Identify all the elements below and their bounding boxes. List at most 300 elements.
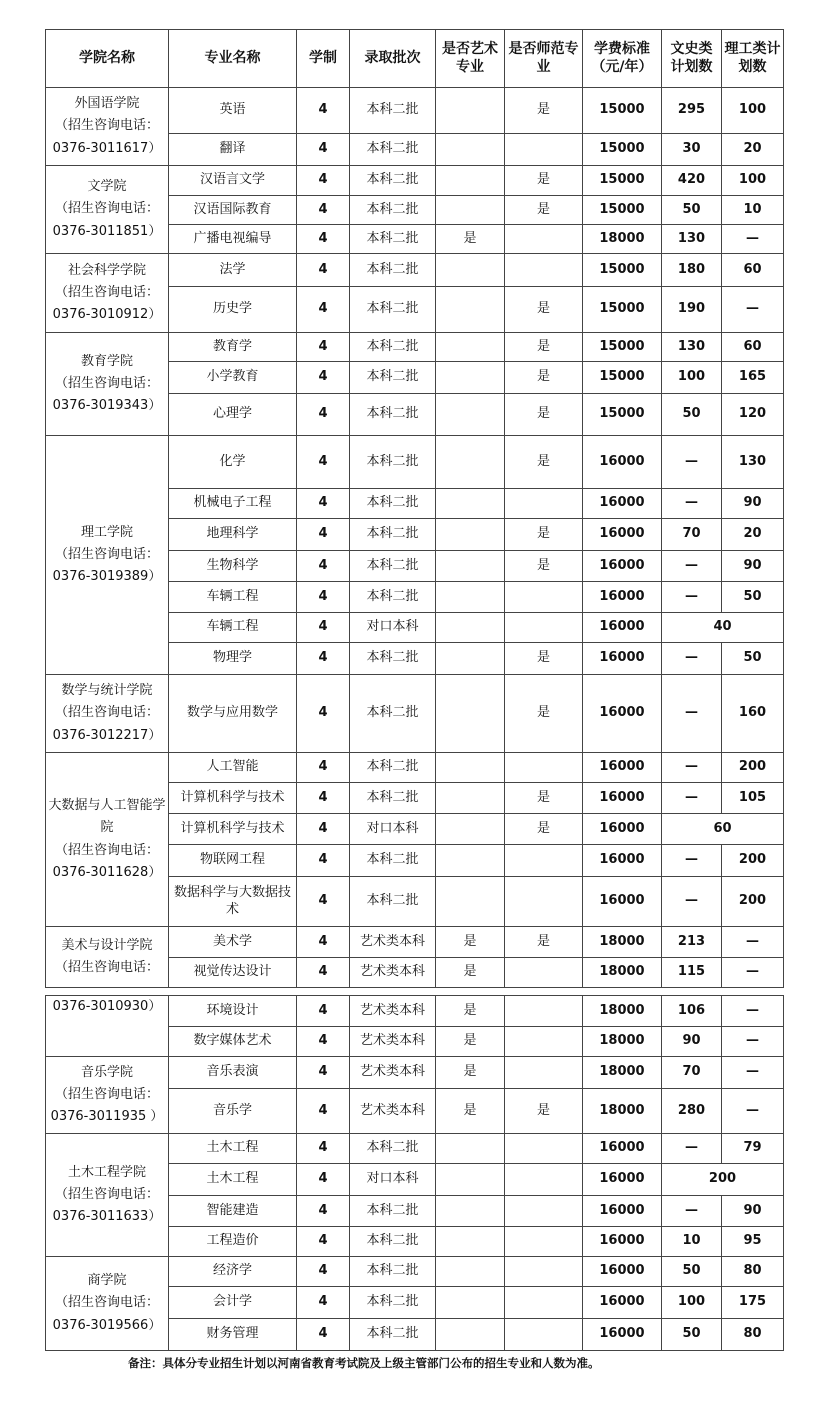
batch-cell: 本科二批 [350, 436, 436, 489]
header-sci-plan: 理工类计划数 [722, 30, 784, 88]
major-cell: 生物科学 [169, 551, 297, 582]
batch-cell: 本科二批 [350, 196, 436, 225]
years-cell: 4 [297, 333, 350, 362]
batch-cell: 对口本科 [350, 814, 436, 845]
normal-flag-cell: 是 [505, 88, 583, 134]
batch-cell: 本科二批 [350, 643, 436, 675]
major-cell: 心理学 [169, 394, 297, 436]
art-flag-cell [436, 1287, 505, 1319]
art-flag-cell [436, 551, 505, 582]
normal-flag-cell: 是 [505, 287, 583, 333]
sci-plan-cell: — [722, 958, 784, 988]
major-cell: 计算机科学与技术 [169, 814, 297, 845]
art-flag-cell: 是 [436, 927, 505, 958]
fee-cell: 15000 [583, 394, 662, 436]
college-cell [46, 996, 169, 1057]
sci-plan-cell: 200 [722, 877, 784, 927]
art-flag-cell [436, 613, 505, 643]
normal-flag-cell: 是 [505, 362, 583, 394]
years-cell: 4 [297, 88, 350, 134]
batch-cell: 本科二批 [350, 134, 436, 166]
fee-cell: 15000 [583, 287, 662, 333]
college-phone: 0376-3010930） [52, 999, 162, 1014]
college-phone: 0376-3011628） [52, 864, 162, 880]
years-cell: 4 [297, 753, 350, 783]
batch-cell: 本科二批 [350, 753, 436, 783]
fee-cell: 18000 [583, 927, 662, 958]
batch-cell: 本科二批 [350, 88, 436, 134]
sci-plan-cell: 200 [722, 845, 784, 877]
art-flag-cell [436, 783, 505, 814]
fee-cell: 15000 [583, 333, 662, 362]
sci-plan-cell: 80 [722, 1319, 784, 1351]
arts-plan-cell: 213 [662, 927, 722, 958]
major-cell: 音乐学 [169, 1089, 297, 1134]
college-consult-label: （招生咨询电话： [54, 201, 159, 217]
sci-plan-cell: 20 [722, 134, 784, 166]
fee-cell: 16000 [583, 1257, 662, 1287]
fee-cell: 18000 [583, 1027, 662, 1057]
arts-plan-cell: — [662, 489, 722, 519]
college-name: 文学院 [87, 179, 127, 195]
batch-cell: 本科二批 [350, 489, 436, 519]
sci-plan-cell: 95 [722, 1227, 784, 1257]
major-cell: 汉语国际教育 [169, 196, 297, 225]
college-phone: 0376-3019343） [52, 398, 162, 414]
arts-plan-cell: 190 [662, 287, 722, 333]
fee-cell: 15000 [583, 196, 662, 225]
art-flag-cell: 是 [436, 958, 505, 988]
years-cell: 4 [297, 254, 350, 287]
header-fee: 学费标准（元/年） [583, 30, 662, 88]
batch-cell: 本科二批 [350, 1287, 436, 1319]
art-flag-cell [436, 1227, 505, 1257]
college-consult-label: （招生咨询电话： [54, 284, 159, 300]
table-row [46, 753, 784, 783]
art-flag-cell: 是 [436, 1027, 505, 1057]
normal-flag-cell: 是 [505, 436, 583, 489]
normal-flag-cell: 是 [505, 394, 583, 436]
table-row [46, 1134, 784, 1164]
normal-flag-cell [505, 1227, 583, 1257]
normal-flag-cell [505, 753, 583, 783]
major-cell: 数学与应用数学 [169, 675, 297, 753]
fee-cell: 16000 [583, 783, 662, 814]
sci-plan-cell: 20 [722, 519, 784, 551]
header-batch: 录取批次 [350, 30, 436, 88]
art-flag-cell: 是 [436, 225, 505, 254]
arts-plan-cell: 50 [662, 394, 722, 436]
years-cell: 4 [297, 1164, 350, 1196]
sci-plan-cell: 100 [722, 88, 784, 134]
art-flag-cell [436, 877, 505, 927]
years-cell: 4 [297, 362, 350, 394]
art-flag-cell [436, 814, 505, 845]
batch-cell: 艺术类本科 [350, 996, 436, 1027]
sci-plan-cell: — [722, 287, 784, 333]
years-cell: 4 [297, 287, 350, 333]
normal-flag-cell [505, 1164, 583, 1196]
arts-plan-cell: 50 [662, 1319, 722, 1351]
arts-plan-cell: 295 [662, 88, 722, 134]
years-cell: 4 [297, 814, 350, 845]
arts-plan-cell: 180 [662, 254, 722, 287]
college-phone: 0376-3011851） [52, 223, 162, 239]
arts-plan-cell: 70 [662, 519, 722, 551]
years-cell: 4 [297, 1089, 350, 1134]
art-flag-cell [436, 643, 505, 675]
batch-cell: 对口本科 [350, 613, 436, 643]
batch-cell: 本科二批 [350, 582, 436, 613]
fee-cell: 16000 [583, 519, 662, 551]
batch-cell: 本科二批 [350, 519, 436, 551]
sci-plan-cell: 90 [722, 551, 784, 582]
years-cell: 4 [297, 1134, 350, 1164]
sci-plan-cell: 50 [722, 582, 784, 613]
major-cell: 人工智能 [169, 753, 297, 783]
major-cell: 数据科学与大数据技术 [169, 877, 297, 927]
college-name: 音乐学院 [80, 1064, 133, 1080]
years-cell: 4 [297, 958, 350, 988]
major-cell: 教育学 [169, 333, 297, 362]
normal-flag-cell [505, 845, 583, 877]
major-cell: 会计学 [169, 1287, 297, 1319]
art-flag-cell [436, 333, 505, 362]
college-phone: 0376-3011633） [52, 1209, 162, 1225]
years-cell: 4 [297, 845, 350, 877]
arts-plan-cell: 130 [662, 333, 722, 362]
normal-flag-cell [505, 1319, 583, 1351]
college-consult-label: （招生咨询电话： [54, 1186, 159, 1202]
normal-flag-cell: 是 [505, 196, 583, 225]
combined-plan-cell: 40 [662, 613, 784, 643]
fee-cell: 16000 [583, 1134, 662, 1164]
batch-cell: 本科二批 [350, 1134, 436, 1164]
arts-plan-cell: 100 [662, 1287, 722, 1319]
table-row [46, 88, 784, 134]
college-consult-label: （招生咨询电话： [54, 118, 159, 134]
header-years: 学制 [297, 30, 350, 88]
fee-cell: 16000 [583, 1319, 662, 1351]
arts-plan-cell: 280 [662, 1089, 722, 1134]
years-cell: 4 [297, 643, 350, 675]
fee-cell: 16000 [583, 436, 662, 489]
fee-cell: 16000 [583, 753, 662, 783]
major-cell: 土木工程 [169, 1164, 297, 1196]
art-flag-cell [436, 1196, 505, 1227]
art-flag-cell [436, 436, 505, 489]
fee-cell: 16000 [583, 551, 662, 582]
fee-cell: 16000 [583, 877, 662, 927]
years-cell: 4 [297, 1319, 350, 1351]
batch-cell: 艺术类本科 [350, 958, 436, 988]
header-college: 学院名称 [46, 30, 169, 88]
major-cell: 智能建造 [169, 1196, 297, 1227]
header-normal: 是否师范专业 [505, 30, 583, 88]
sci-plan-cell: 90 [722, 489, 784, 519]
college-phone: 0376-3011935 ） [50, 1109, 164, 1125]
major-cell: 视觉传达设计 [169, 958, 297, 988]
batch-cell: 本科二批 [350, 394, 436, 436]
table-body-part-1 [46, 88, 784, 988]
years-cell: 4 [297, 996, 350, 1027]
art-flag-cell [436, 362, 505, 394]
normal-flag-cell [505, 613, 583, 643]
arts-plan-cell: — [662, 582, 722, 613]
years-cell: 4 [297, 551, 350, 582]
major-cell: 工程造价 [169, 1227, 297, 1257]
arts-plan-cell: — [662, 845, 722, 877]
college-cell [46, 675, 169, 753]
college-consult-label: （招生咨询电话： [54, 1295, 159, 1311]
college-consult-label: （招生咨询电话： [54, 705, 159, 721]
college-name: 教育学院 [80, 353, 133, 369]
arts-plan-cell: — [662, 643, 722, 675]
sci-plan-cell: 175 [722, 1287, 784, 1319]
art-flag-cell [436, 394, 505, 436]
normal-flag-cell: 是 [505, 643, 583, 675]
fee-cell: 16000 [583, 489, 662, 519]
art-flag-cell [436, 166, 505, 196]
years-cell: 4 [297, 1227, 350, 1257]
art-flag-cell [436, 1257, 505, 1287]
years-cell: 4 [297, 582, 350, 613]
art-flag-cell [436, 519, 505, 551]
college-name: 数学与统计学院 [61, 683, 153, 699]
major-cell: 车辆工程 [169, 582, 297, 613]
college-consult-label: （招生咨询电话： [54, 960, 159, 975]
normal-flag-cell [505, 582, 583, 613]
arts-plan-cell: 115 [662, 958, 722, 988]
college-name: 大数据与人工智能学院 [48, 798, 166, 836]
batch-cell: 对口本科 [350, 1164, 436, 1196]
college-consult-label: （招生咨询电话： [54, 375, 159, 391]
normal-flag-cell [505, 877, 583, 927]
major-cell: 英语 [169, 88, 297, 134]
table-row [46, 333, 784, 362]
years-cell: 4 [297, 783, 350, 814]
batch-cell: 本科二批 [350, 675, 436, 753]
batch-cell: 本科二批 [350, 1319, 436, 1351]
arts-plan-cell: 50 [662, 1257, 722, 1287]
fee-cell: 16000 [583, 1227, 662, 1257]
fee-cell: 16000 [583, 613, 662, 643]
major-cell: 财务管理 [169, 1319, 297, 1351]
table-row [46, 1257, 784, 1287]
fee-cell: 18000 [583, 958, 662, 988]
major-cell: 机械电子工程 [169, 489, 297, 519]
fee-cell: 16000 [583, 845, 662, 877]
batch-cell: 本科二批 [350, 287, 436, 333]
normal-flag-cell: 是 [505, 814, 583, 845]
fee-cell: 16000 [583, 814, 662, 845]
major-cell: 经济学 [169, 1257, 297, 1287]
batch-cell: 本科二批 [350, 254, 436, 287]
arts-plan-cell: 90 [662, 1027, 722, 1057]
normal-flag-cell [505, 958, 583, 988]
art-flag-cell [436, 489, 505, 519]
combined-plan-cell: 200 [662, 1164, 784, 1196]
college-cell [46, 333, 169, 436]
art-flag-cell [436, 134, 505, 166]
major-cell: 历史学 [169, 287, 297, 333]
arts-plan-cell: 130 [662, 225, 722, 254]
table-row [46, 436, 784, 489]
arts-plan-cell: — [662, 675, 722, 753]
fee-cell: 16000 [583, 643, 662, 675]
years-cell: 4 [297, 489, 350, 519]
years-cell: 4 [297, 225, 350, 254]
years-cell: 4 [297, 196, 350, 225]
sci-plan-cell: 60 [722, 333, 784, 362]
arts-plan-cell: — [662, 753, 722, 783]
sci-plan-cell: 200 [722, 753, 784, 783]
art-flag-cell [436, 254, 505, 287]
arts-plan-cell: — [662, 1134, 722, 1164]
table-row [46, 1057, 784, 1089]
normal-flag-cell: 是 [505, 519, 583, 551]
college-consult-label: （招生咨询电话： [54, 546, 159, 562]
sci-plan-cell: 130 [722, 436, 784, 489]
art-flag-cell [436, 582, 505, 613]
art-flag-cell [436, 287, 505, 333]
normal-flag-cell: 是 [505, 1089, 583, 1134]
sci-plan-cell: — [722, 1057, 784, 1089]
college-name: 外国语学院 [74, 96, 140, 112]
college-cell [46, 1257, 169, 1351]
arts-plan-cell: — [662, 877, 722, 927]
normal-flag-cell: 是 [505, 927, 583, 958]
fee-cell: 15000 [583, 134, 662, 166]
years-cell: 4 [297, 927, 350, 958]
batch-cell: 本科二批 [350, 225, 436, 254]
fee-cell: 16000 [583, 1196, 662, 1227]
college-cell [46, 166, 169, 254]
major-cell: 广播电视编导 [169, 225, 297, 254]
years-cell: 4 [297, 394, 350, 436]
batch-cell: 艺术类本科 [350, 1057, 436, 1089]
years-cell: 4 [297, 519, 350, 551]
major-cell: 汉语言文学 [169, 166, 297, 196]
sci-plan-cell: 100 [722, 166, 784, 196]
batch-cell: 艺术类本科 [350, 1089, 436, 1134]
art-flag-cell [436, 845, 505, 877]
college-cell [46, 753, 169, 927]
sci-plan-cell: — [722, 225, 784, 254]
batch-cell: 本科二批 [350, 166, 436, 196]
combined-plan-cell: 60 [662, 814, 784, 845]
years-cell: 4 [297, 1196, 350, 1227]
college-phone: 0376-3011617） [52, 140, 162, 156]
art-flag-cell: 是 [436, 1057, 505, 1089]
college-consult-label: （招生咨询电话： [54, 1086, 159, 1102]
college-consult-label: （招生咨询电话： [54, 842, 159, 858]
header-art: 是否艺术专业 [436, 30, 505, 88]
fee-cell: 16000 [583, 1287, 662, 1319]
normal-flag-cell [505, 1057, 583, 1089]
enrollment-table-part-2 [45, 995, 784, 1351]
years-cell: 4 [297, 1027, 350, 1057]
sci-plan-cell: — [722, 1089, 784, 1134]
normal-flag-cell [505, 1287, 583, 1319]
art-flag-cell [436, 675, 505, 753]
normal-flag-cell [505, 1196, 583, 1227]
fee-cell: 16000 [583, 675, 662, 753]
sci-plan-cell: 50 [722, 643, 784, 675]
batch-cell: 本科二批 [350, 783, 436, 814]
college-cell [46, 436, 169, 675]
table-row [46, 166, 784, 196]
sci-plan-cell: 10 [722, 196, 784, 225]
college-cell [46, 927, 169, 988]
college-cell [46, 254, 169, 333]
fee-cell: 15000 [583, 88, 662, 134]
art-flag-cell [436, 1134, 505, 1164]
sci-plan-cell: 80 [722, 1257, 784, 1287]
college-phone: 0376-3012217） [52, 727, 162, 743]
batch-cell: 本科二批 [350, 362, 436, 394]
batch-cell: 本科二批 [350, 845, 436, 877]
major-cell: 环境设计 [169, 996, 297, 1027]
header-arts-plan: 文史类计划数 [662, 30, 722, 88]
normal-flag-cell [505, 996, 583, 1027]
sci-plan-cell: 160 [722, 675, 784, 753]
sci-plan-cell: — [722, 1027, 784, 1057]
arts-plan-cell: 10 [662, 1227, 722, 1257]
arts-plan-cell: 106 [662, 996, 722, 1027]
major-cell: 计算机科学与技术 [169, 783, 297, 814]
fee-cell: 15000 [583, 254, 662, 287]
years-cell: 4 [297, 675, 350, 753]
fee-cell: 15000 [583, 362, 662, 394]
normal-flag-cell [505, 489, 583, 519]
table-row [46, 927, 784, 958]
art-flag-cell [436, 88, 505, 134]
table-header-row [46, 30, 784, 88]
college-phone: 0376-3019389） [52, 569, 162, 585]
years-cell: 4 [297, 613, 350, 643]
enrollment-table-part-1 [45, 29, 784, 988]
sci-plan-cell: 60 [722, 254, 784, 287]
college-cell [46, 1134, 169, 1257]
arts-plan-cell: — [662, 436, 722, 489]
major-cell: 美术学 [169, 927, 297, 958]
arts-plan-cell: 50 [662, 196, 722, 225]
header-major: 专业名称 [169, 30, 297, 88]
normal-flag-cell [505, 1257, 583, 1287]
batch-cell: 本科二批 [350, 1196, 436, 1227]
arts-plan-cell: 30 [662, 134, 722, 166]
art-flag-cell: 是 [436, 996, 505, 1027]
normal-flag-cell [505, 1027, 583, 1057]
normal-flag-cell [505, 134, 583, 166]
art-flag-cell [436, 196, 505, 225]
college-cell [46, 1057, 169, 1134]
years-cell: 4 [297, 1287, 350, 1319]
normal-flag-cell [505, 254, 583, 287]
college-phone: 0376-3010912） [52, 307, 162, 323]
arts-plan-cell: — [662, 551, 722, 582]
college-name: 美术与设计学院 [61, 937, 153, 953]
arts-plan-cell: — [662, 783, 722, 814]
major-cell: 化学 [169, 436, 297, 489]
sci-plan-cell: 105 [722, 783, 784, 814]
normal-flag-cell: 是 [505, 783, 583, 814]
normal-flag-cell: 是 [505, 675, 583, 753]
batch-cell: 本科二批 [350, 877, 436, 927]
normal-flag-cell [505, 1134, 583, 1164]
years-cell: 4 [297, 1057, 350, 1089]
